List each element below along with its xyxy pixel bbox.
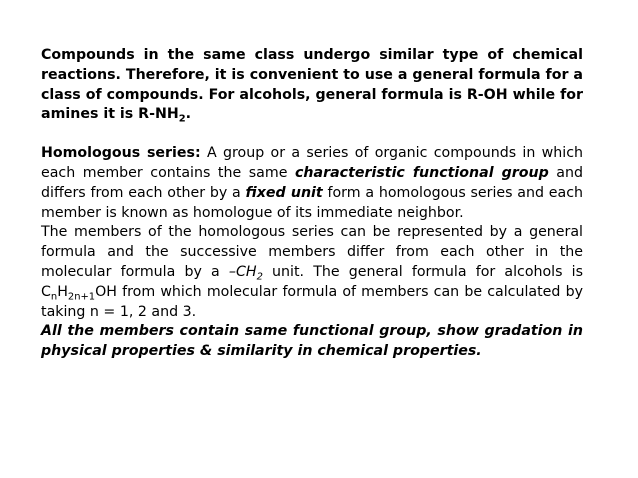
intro-subscript: 2 [178,113,186,125]
members-paragraph [41,223,583,322]
members-text-3: OH from which molecular formula of members can be calculated by taking n = 1, 2 and 3. [41,283,583,320]
homologous-emphasis-fixed-unit: fixed unit [245,184,323,201]
members-subscript-2n1: 2n+1 [67,291,96,303]
members-ch-subscript: 2 [256,271,263,283]
intro-text: Compounds in the same class undergo similar type of chemical reactions. Therefore, it is convenient to use a general formula for a class of compounds. For alcohols, general formula is R-OH while for amines it is R-NH [41,47,583,123]
homologous-paragraph [41,144,583,223]
conclusion-text: All the members contain same functional group, show gradation in physical properties & similarity in chemical properties. [41,323,583,360]
members-ch: –CH [228,263,257,280]
homologous-text-1: A group or a series of organic compounds in which each member contains the same [41,145,583,181]
intro-paragraph [41,46,583,125]
members-ch2 [228,263,263,283]
homologous-text-2: and differs from each other by a [41,164,584,201]
members-text-1: The members of the homologous series can be represented by a general formula and the successive members differ from each other in the molecular formula by a [41,224,583,280]
homologous-emphasis-functional-group: characteristic functional group [295,164,549,181]
homologous-text-3: form a homologous series and each member is known as homologue of its immediate neighbor. [41,184,583,221]
paragraph-gap [41,125,583,144]
members-text-2: unit. The general formula for alcohols is C [41,263,584,300]
homologous-heading: Homologous series: [41,145,201,162]
members-subscript-n: n [50,291,58,303]
slide-content [41,46,583,362]
members-h: H [57,283,68,300]
intro-tail: . [185,106,192,123]
conclusion-paragraph [41,322,583,362]
